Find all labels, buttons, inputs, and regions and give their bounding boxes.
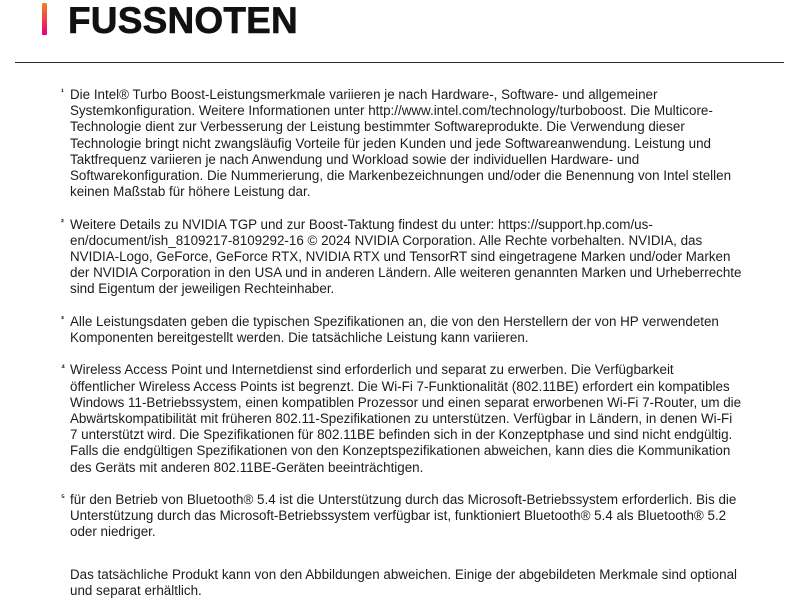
footnote-1 [62, 87, 742, 200]
footnote-5 [62, 492, 742, 541]
footnote-marker: ¹ [61, 87, 64, 97]
footnote-text: Die Intel® Turbo Boost-Leistungsmerkmale variieren je nach Hardware-, Software- und allgemeiner Systemkonfiguration. Weitere Informationen unter http://www.intel.com/technology/turboboost. Die Multicore-Technologie dient zur Verbesserung der Leistung bestimmter Softwareprodukte. Die Verwendung dieser Technologie bringt nicht zwangsläufig Vorteile für jeden Kunden und jede Softwareanwendung. Leistung und Taktfrequenz variieren je nach Anwendung und Workload sowie der individuellen Hardware- und Softwarekonfiguration. Die Nummerierung, die Markenbezeichnungen und/oder die Benennung von Intel stellen keinen Maßstab für höhere Leistung dar. [70, 87, 732, 200]
footnote-4 [62, 362, 742, 475]
header-divider [15, 62, 784, 63]
closing-note: Das tatsächliche Produkt kann von den Abbildungen abweichen. Einige der abgebildeten Merkmale sind optional und separat erhältlich. [70, 567, 737, 599]
footnotes-list [62, 87, 742, 557]
footnote-2 [62, 217, 742, 298]
footnote-marker: ⁴ [61, 362, 66, 373]
footnote-marker: ³ [61, 313, 64, 324]
page-title: FUSSNOTEN [68, 0, 298, 41]
footnote-text: für den Betrieb von Bluetooth® 5.4 ist die Unterstützung durch das Microsoft-Betriebssystem erforderlich. Bis die Unterstützung durch das Microsoft-Betriebssystem verfügbar ist, funktioniert Bluetooth® 5.4 als Bluetooth® 5.2 oder niedriger. [70, 492, 737, 540]
footnote-text: Wireless Access Point und Internetdienst sind erforderlich und separat zu erwerben. Die Verfügbarkeit öffentlicher Wireless Access Points ist begrenzt. Die Wi-Fi 7-Funktionalität (802.11BE) erfordert ein kompatibles Windows 11-Betriebssystem, einen kompatiblen Prozessor und einen separat erworbenen Wi-Fi 7-Router, um die Abwärtskompatibilität mit früheren 802.11-Spezifikationen zu unterstützen. Verfügbar in Ländern, in denen Wi-Fi 7 unterstützt wird. Die Spezifikationen für 802.11BE befinden sich in der Konzeptphase und sind nicht endgültig. Falls die endgültigen Spezifikationen von den Konzeptspezifikationen abweichen, kann dies die Kommunikation des Geräts mit anderen 802.11BE-Geräten beeinträchtigen. [70, 362, 742, 475]
footnote-marker: ⁵ [61, 492, 65, 503]
footnote-marker: ² [61, 216, 64, 227]
footnote-text: Alle Leistungsdaten geben die typischen Spezifikationen an, die von den Herstellern der von HP verwendeten Komponenten bereitgestellt werden. Die tatsächliche Leistung kann variieren. [70, 313, 719, 346]
footnote-3 [62, 314, 742, 346]
title-accent-bar [42, 3, 47, 35]
footnote-text: Weitere Details zu NVIDIA TGP und zur Boost-Taktung findest du unter: https://support.hp.com/us-en/document/ish_8109217-8109292-16 © 2024 NVIDIA Corporation. Alle Rechte vorbehalten. NVIDIA, das NVIDIA-Logo, GeForce, GeForce RTX, NVIDIA RTX und TensorRT sind eingetragene Marken und/oder Marken der NVIDIA Corporation in den USA und in anderen Ländern. Alle weiteren genannten Marken und Urheberrechte sind Eigentum der jeweiligen Rechteinhaber. [70, 216, 742, 297]
